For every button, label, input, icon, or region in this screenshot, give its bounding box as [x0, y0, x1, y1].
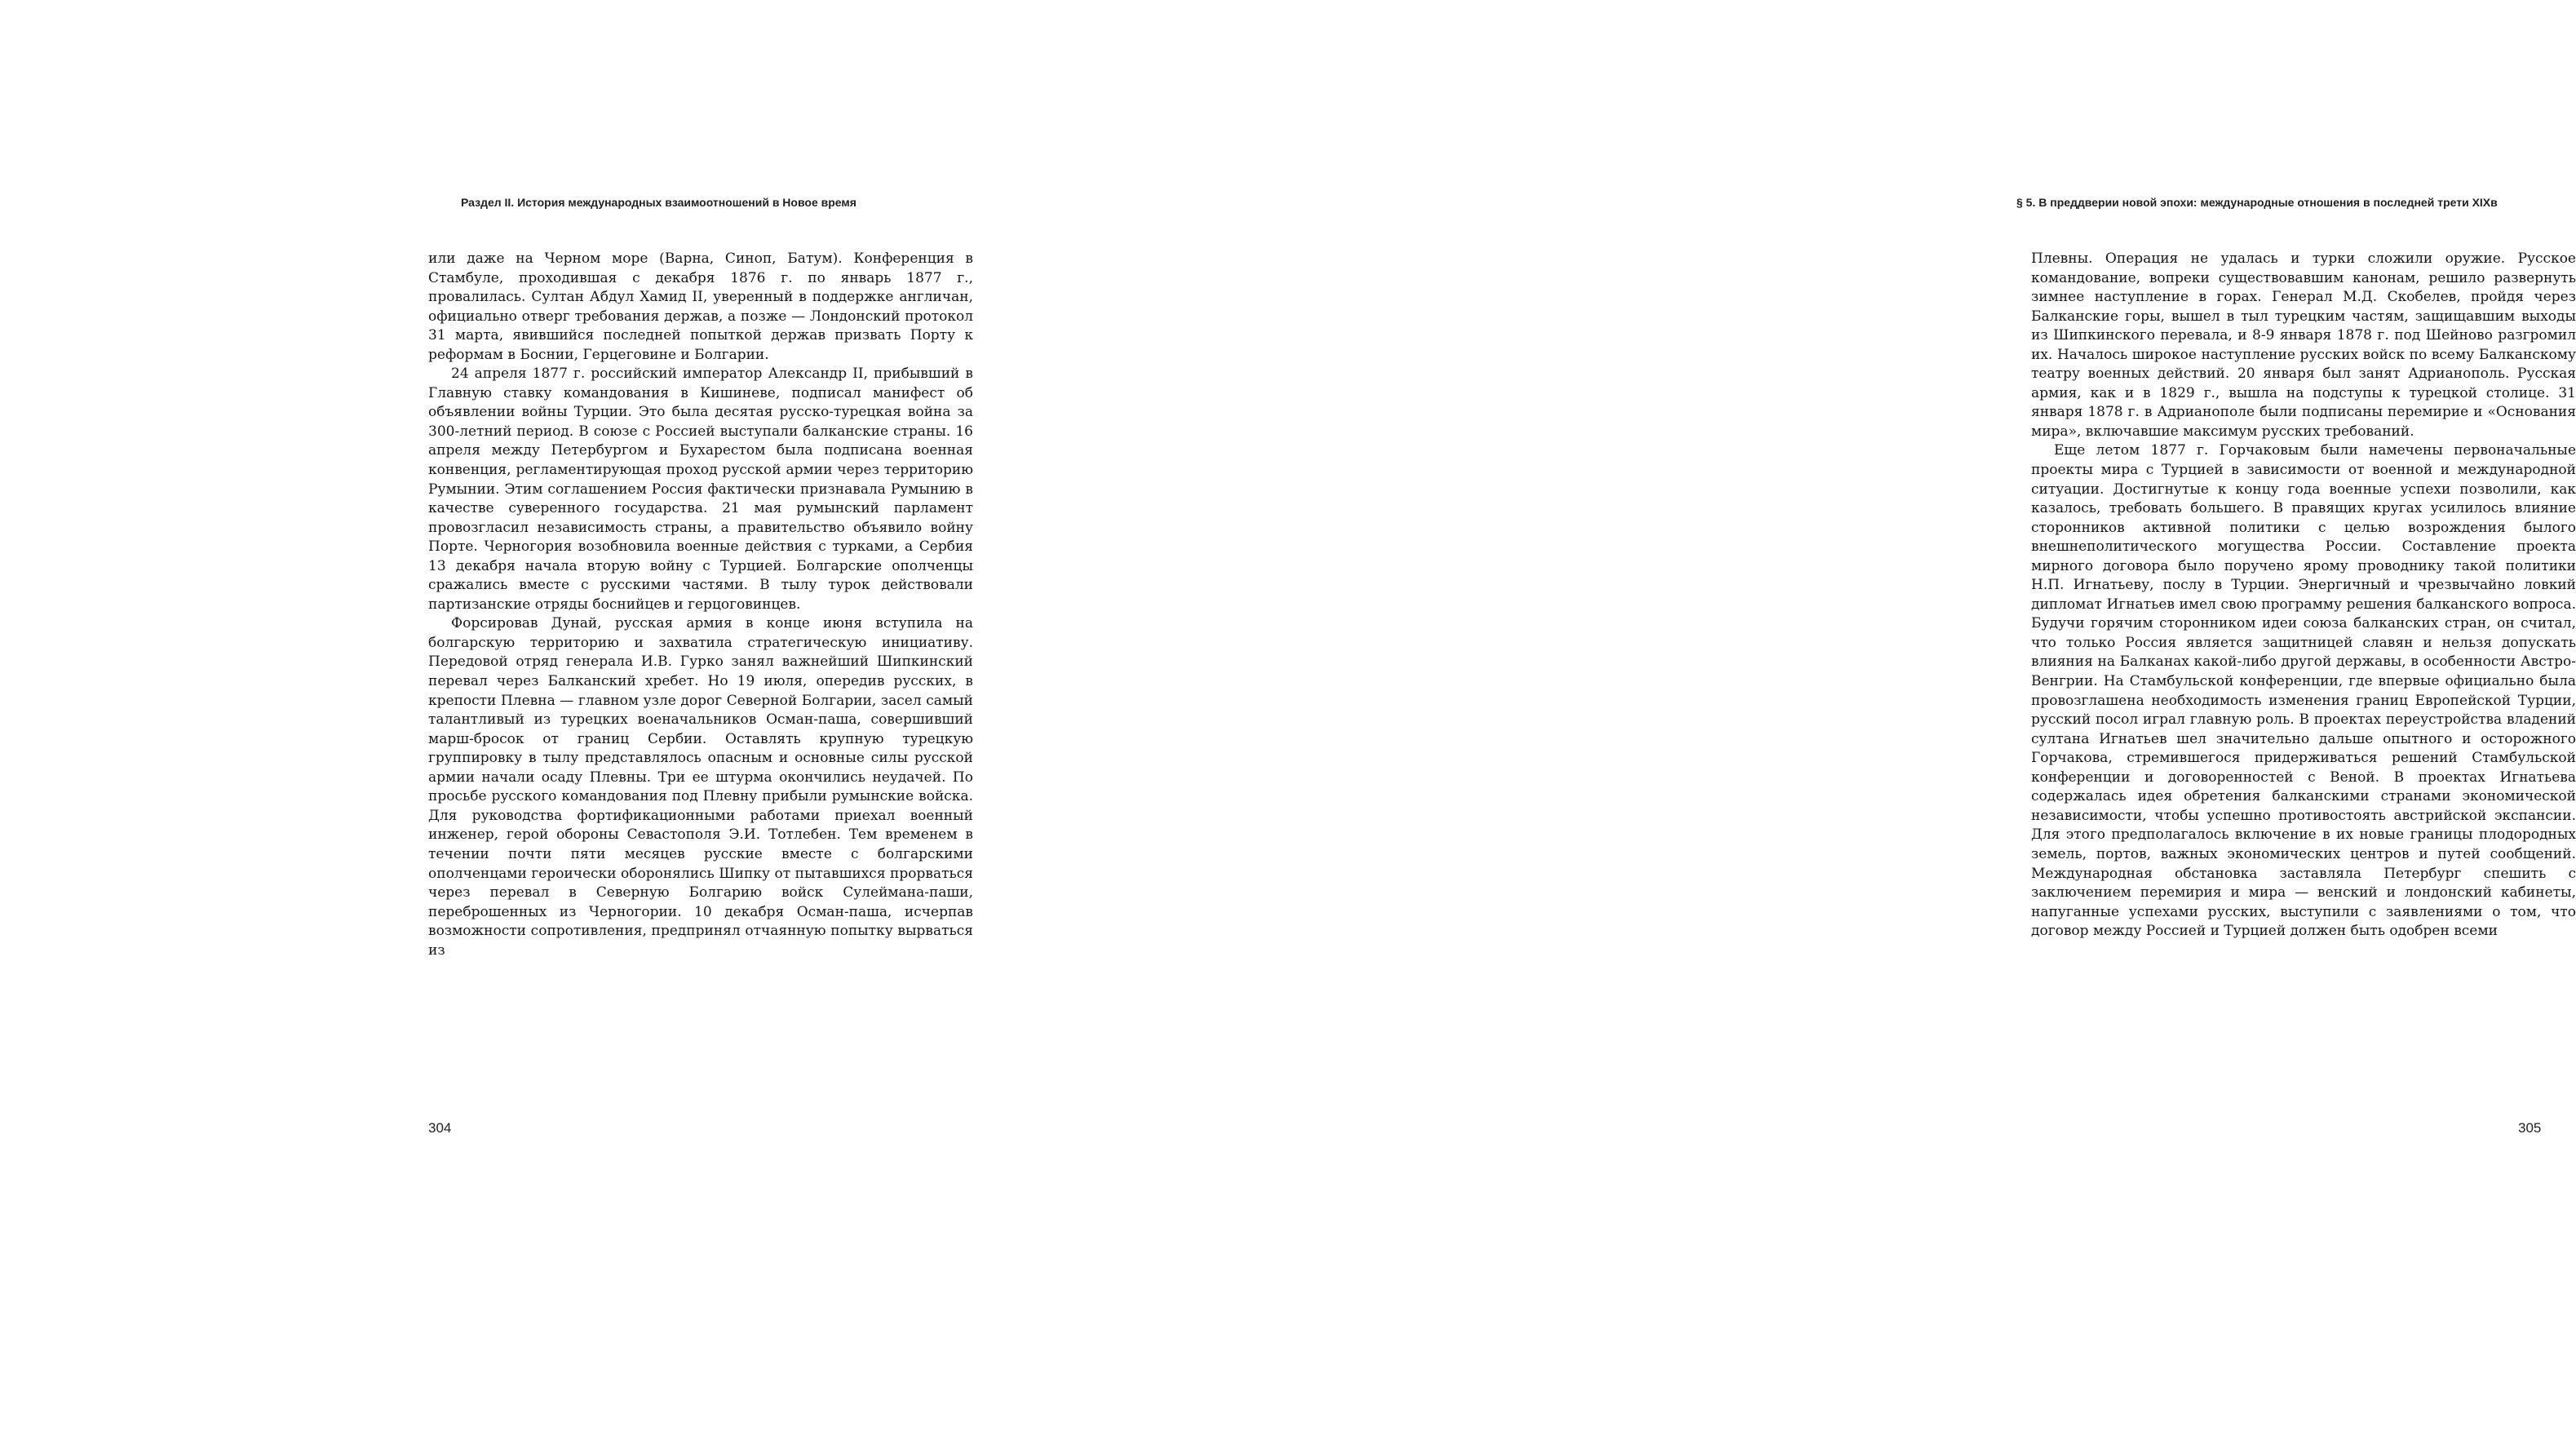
right-page-number: 305 [2518, 1120, 2542, 1136]
right-paragraph-2: Еще летом 1877 г. Горчаковым были намечены первоначальные проекты мира с Турцией в зависимости от военной и международной ситуации. Достигнутые к концу года военные успехи позволили, как казалось, требовать большего. В правящих кругах усилилось влияние сторонников активной политики с целью возрождения былого внешнеполитического могущества России. Составление проекта мирного договора было поручено ярому проводнику такой политики Н.П. Игнатьеву, послу в Турции. Энергичный и чрезвычайно ловкий дипломат Игнатьев имел свою программу решения балканского вопроса. Будучи горячим сторонником идеи союза балканских стран, он считал, что только Россия является защитницей славян и нельзя допускать влияния на Балканах какой-либо другой державы, в особенности Австро-Венгрии. На Стамбульской конференции, где впервые официально была провозглашена необходимость изменения границ Европейской Турции, русский посол играл главную роль. В проектах переустройства владений султана Игнатьев шел значительно дальше опытного и осторожного Горчакова, стремившегося придерживаться решений Стамбульской конференции и договоренностей с Веной. В проектах Игнатьева содержалась идея обретения балканскими странами экономической независимости, чтобы успешно противостоять австрийской экспансии. Для этого предполагалось включение в их новые границы плодородных земель, портов, важных экономических центров и путей сообщений. Международная обстановка заставляла Петербург спешить с заключением перемирия и мира — венский и лондонский кабинеты, напуганные успехами русских, выступили с заявлениями о том, что договор между Россией и Турцией должен быть одобрен всеми [2031, 442, 2576, 940]
left-paragraph-3: Форсировав Дунай, русская армия в конце июня вступила на болгарскую территорию и захватила стратегическую инициативу. Передовой отряд генерала И.В. Гурко занял важнейший Шипкинский перевал через Балканский хребет. Но 19 июля, опередив русских, в крепости Плевна — главном узле дорог Северной Болгарии, засел самый талантливый из турецких военачальников Осман-паша, совершивший марш-бросок от границ Сербии. Оставлять крупную турецкую группировку в тылу представлялось опасным и основные силы русской армии начали осаду Плевны. Три ее штурма окончились неудачей. По просьбе русского командования под Плевну прибыли румынские войска. Для руководства фортификационными работами приехал военный инженер, герой обороны Севастополя Э.И. Тотлебен. Тем временем в течении почти пяти месяцев русские вместе с болгарскими ополченцами героически оборонялись Шипку от пытавшихся прорваться через перевал в Северную Болгарию войск Сулеймана-паши, переброшенных из Черногории. 10 декабря Осман-паша, исчерпав возможности сопротивления, предпринял отчаянную попытку вырваться из [428, 615, 973, 959]
right-body-text [2031, 250, 2576, 941]
right-page [1011, 0, 2576, 1431]
left-paragraph-1: или даже на Черном море (Варна, Синоп, Батум). Конференция в Стамбуле, проходившая с декабря 1876 г. по январь 1877 г., провалилась. Султан Абдул Хамид II, уверенный в поддержке англичан, официально отверг требования держав, а позже — Лондонский протокол 31 марта, явившийся последней попыткой держав призвать Порту к реформам в Боснии, Герцеговине и Болгарии. [428, 250, 973, 363]
left-running-header: Раздел II. История международных взаимоотношений в Новое время [461, 196, 856, 209]
left-page-number: 304 [428, 1120, 452, 1136]
left-body-text [428, 250, 973, 960]
left-page [0, 0, 1011, 1431]
left-paragraph-2: 24 апреля 1877 г. российский император Александр II, прибывший в Главную ставку командования в Кишиневе, подписал манифест об объявлении войны Турции. Это была десятая русско-турецкая война за 300-летний период. В союзе с Россией выступали балканские страны. 16 апреля между Петербургом и Бухарестом была подписана военная конвенция, регламентирующая проход русской армии через территорию Румынии. Этим соглашением Россия фактически признавала Румынию в качестве суверенного государства. 21 мая румынский парламент провозгласил независимость страны, а правительство объявило войну Порте. Черногория возобновила военные действия с турками, а Сербия 13 декабря начала вторую войну с Турцией. Болгарские ополченцы сражались вместе с русскими частями. В тылу турок действовали партизанские отряды боснийцев и герцоговинцев. [428, 366, 973, 613]
right-paragraph-1: Плевны. Операция не удалась и турки сложили оружие. Русское командование, вопреки существовавшим канонам, решило развернуть зимнее наступление в горах. Генерал М.Д. Скобелев, пройдя через Балканские горы, вышел в тыл турецким частям, защищавшим выходы из Шипкинского перевала, и 8-9 января 1878 г. под Шейново разгромил их. Началось широкое наступление русских войск по всему Балканскому театру военных действий. 20 января был занят Адрианополь. Русская армия, как и в 1829 г., вышла на подступы к турецкой столице. 31 января 1878 г. в Адрианополе были подписаны перемирие и «Основания мира», включавшие максимум русских требований. [2031, 250, 2576, 440]
right-running-header: § 5. В преддверии новой эпохи: международные отношения в последней трети XIXв [2016, 196, 2498, 209]
